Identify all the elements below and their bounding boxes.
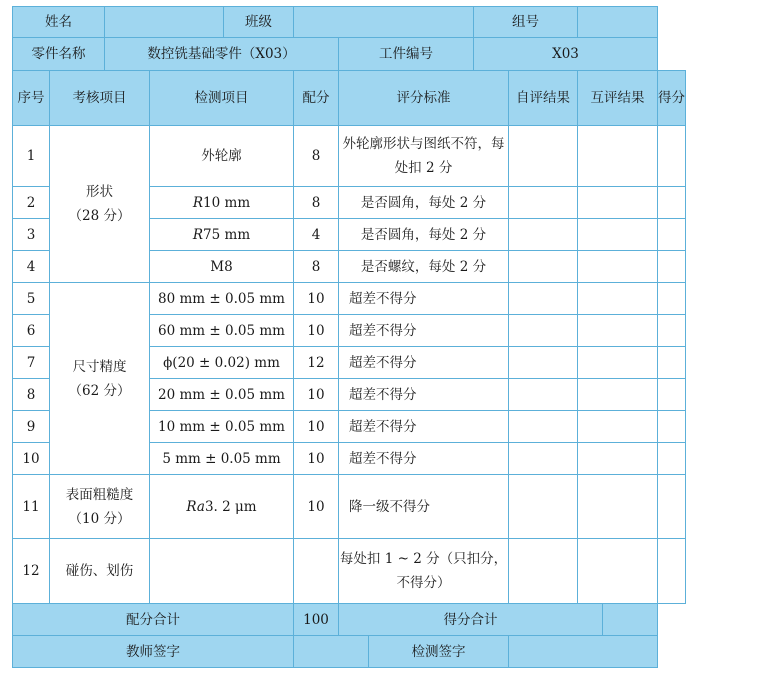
category-score: （28 分） <box>68 208 131 224</box>
item-value: 3. 2 μm <box>204 498 257 515</box>
table-row <box>13 475 686 539</box>
points-value <box>294 539 339 604</box>
row-no: 5 <box>13 283 50 315</box>
group-label: 组号 <box>474 7 578 38</box>
self-eval-cell[interactable] <box>509 443 578 475</box>
score-cell[interactable] <box>658 539 686 604</box>
self-eval-cell[interactable] <box>509 251 578 283</box>
score-cell[interactable] <box>658 315 686 347</box>
table-row <box>13 539 686 604</box>
self-eval-cell[interactable] <box>509 411 578 443</box>
row-no: 12 <box>13 539 50 604</box>
inspection-item <box>150 475 294 539</box>
criteria-text: 是否圆角，每处 2 分 <box>339 219 509 251</box>
peer-eval-cell[interactable] <box>578 315 658 347</box>
row-no: 3 <box>13 219 50 251</box>
criteria-text: 超差不得分 <box>339 443 509 475</box>
peer-eval-cell[interactable] <box>578 379 658 411</box>
italic-symbol: R <box>192 194 204 211</box>
peer-eval-cell[interactable] <box>578 251 658 283</box>
class-value[interactable] <box>294 7 474 38</box>
score-cell[interactable] <box>658 126 686 187</box>
self-eval-cell[interactable] <box>509 315 578 347</box>
points-value: 10 <box>294 443 339 475</box>
inspection-item <box>150 187 294 219</box>
criteria-text: 超差不得分 <box>339 315 509 347</box>
points-value: 10 <box>294 315 339 347</box>
criteria-text: 降一级不得分 <box>339 475 509 539</box>
assessment-table <box>12 6 686 668</box>
score-cell[interactable] <box>658 251 686 283</box>
points-value: 10 <box>294 379 339 411</box>
peer-eval-cell[interactable] <box>578 187 658 219</box>
points-value: 10 <box>294 475 339 539</box>
criteria-text: 外轮廓形状与图纸不符，每处扣 2 分 <box>339 126 509 187</box>
table-row <box>13 126 686 187</box>
row-no: 6 <box>13 315 50 347</box>
criteria-text: 是否圆角，每处 2 分 <box>339 187 509 219</box>
column-header-row <box>13 71 686 126</box>
peer-eval-cell[interactable] <box>578 411 658 443</box>
name-label: 姓名 <box>13 7 105 38</box>
work-no-value: X03 <box>474 38 658 71</box>
score-cell[interactable] <box>658 283 686 315</box>
inspection-item: 80 mm ± 0.05 mm <box>150 283 294 315</box>
row-no: 7 <box>13 347 50 379</box>
col-category: 考核项目 <box>50 71 150 126</box>
criteria-text: 是否螺纹，每处 2 分 <box>339 251 509 283</box>
peer-eval-cell[interactable] <box>578 443 658 475</box>
group-value[interactable] <box>578 7 658 38</box>
score-cell[interactable] <box>658 411 686 443</box>
part-name-label: 零件名称 <box>13 38 105 71</box>
points-value: 8 <box>294 187 339 219</box>
total-points-value: 100 <box>294 604 339 636</box>
row-no: 1 <box>13 126 50 187</box>
inspection-item: 10 mm ± 0.05 mm <box>150 411 294 443</box>
teacher-sign-cell[interactable] <box>294 636 369 668</box>
criteria-text: 超差不得分 <box>339 379 509 411</box>
self-eval-cell[interactable] <box>509 187 578 219</box>
peer-eval-cell[interactable] <box>578 283 658 315</box>
score-cell[interactable] <box>658 219 686 251</box>
self-eval-cell[interactable] <box>509 475 578 539</box>
col-score: 得分 <box>658 71 686 126</box>
self-eval-cell[interactable] <box>509 539 578 604</box>
total-score-label: 得分合计 <box>339 604 603 636</box>
item-value: 75 mm <box>203 226 251 243</box>
italic-symbol: R <box>192 226 204 243</box>
category-roughness <box>50 475 150 539</box>
points-value: 10 <box>294 283 339 315</box>
col-points: 配分 <box>294 71 339 126</box>
self-eval-cell[interactable] <box>509 126 578 187</box>
points-value: 10 <box>294 411 339 443</box>
italic-symbol: Ra <box>186 498 205 515</box>
points-value: 8 <box>294 126 339 187</box>
peer-eval-cell[interactable] <box>578 475 658 539</box>
criteria-text: 超差不得分 <box>339 411 509 443</box>
category-score: （10 分） <box>68 510 131 527</box>
inspection-item: 5 mm ± 0.05 mm <box>150 443 294 475</box>
self-eval-cell[interactable] <box>509 283 578 315</box>
inspector-sign-cell[interactable] <box>509 636 658 668</box>
row-no: 10 <box>13 443 50 475</box>
peer-eval-cell[interactable] <box>578 539 658 604</box>
category-dimension <box>50 283 150 475</box>
criteria-text: 每处扣 1 ~ 2 分（只扣分，不得分） <box>339 539 509 604</box>
score-cell[interactable] <box>658 443 686 475</box>
row-no: 2 <box>13 187 50 219</box>
header-row-1 <box>13 7 686 38</box>
signature-row <box>13 636 686 668</box>
category-score: （62 分） <box>68 382 131 399</box>
category-label: 形状 <box>86 184 113 200</box>
total-points-label: 配分合计 <box>13 604 294 636</box>
score-cell[interactable] <box>658 475 686 539</box>
score-cell[interactable] <box>658 379 686 411</box>
self-eval-cell[interactable] <box>509 219 578 251</box>
peer-eval-cell[interactable] <box>578 126 658 187</box>
peer-eval-cell[interactable] <box>578 219 658 251</box>
self-eval-cell[interactable] <box>509 347 578 379</box>
inspection-item: M8 <box>150 251 294 283</box>
inspection-item <box>150 539 294 604</box>
row-no: 9 <box>13 411 50 443</box>
self-eval-cell[interactable] <box>509 379 578 411</box>
category-label: 尺寸精度 <box>72 358 127 375</box>
col-peer-eval: 互评结果 <box>578 71 658 126</box>
item-value: 10 mm <box>203 194 251 211</box>
col-self-eval: 自评结果 <box>509 71 578 126</box>
category-label: 表面粗糙度 <box>65 486 134 503</box>
category-scratch: 碰伤、划伤 <box>50 539 150 604</box>
inspection-item: 外轮廓 <box>150 126 294 187</box>
work-no-label: 工件编号 <box>339 38 474 71</box>
header-row-2 <box>13 38 686 71</box>
class-label: 班级 <box>224 7 294 38</box>
inspector-sign-label: 检测签字 <box>369 636 509 668</box>
totals-row <box>13 604 686 636</box>
points-value: 4 <box>294 219 339 251</box>
col-criteria: 评分标准 <box>339 71 509 126</box>
score-cell[interactable] <box>658 187 686 219</box>
points-value: 8 <box>294 251 339 283</box>
col-item: 检测项目 <box>150 71 294 126</box>
teacher-sign-label: 教师签字 <box>13 636 294 668</box>
points-value: 12 <box>294 347 339 379</box>
row-no: 8 <box>13 379 50 411</box>
peer-eval-cell[interactable] <box>578 347 658 379</box>
inspection-item: 20 mm ± 0.05 mm <box>150 379 294 411</box>
inspection-item: ϕ(20 ± 0.02) mm <box>150 347 294 379</box>
table-row <box>13 283 686 315</box>
inspection-item: 60 mm ± 0.05 mm <box>150 315 294 347</box>
col-no: 序号 <box>13 71 50 126</box>
category-shape <box>50 126 150 283</box>
score-cell[interactable] <box>658 347 686 379</box>
total-score-value[interactable] <box>603 604 658 636</box>
part-name-value: 数控铣基础零件（X03） <box>105 38 339 71</box>
inspection-item <box>150 219 294 251</box>
row-no: 11 <box>13 475 50 539</box>
criteria-text: 超差不得分 <box>339 347 509 379</box>
name-value[interactable] <box>105 7 224 38</box>
row-no: 4 <box>13 251 50 283</box>
criteria-text: 超差不得分 <box>339 283 509 315</box>
